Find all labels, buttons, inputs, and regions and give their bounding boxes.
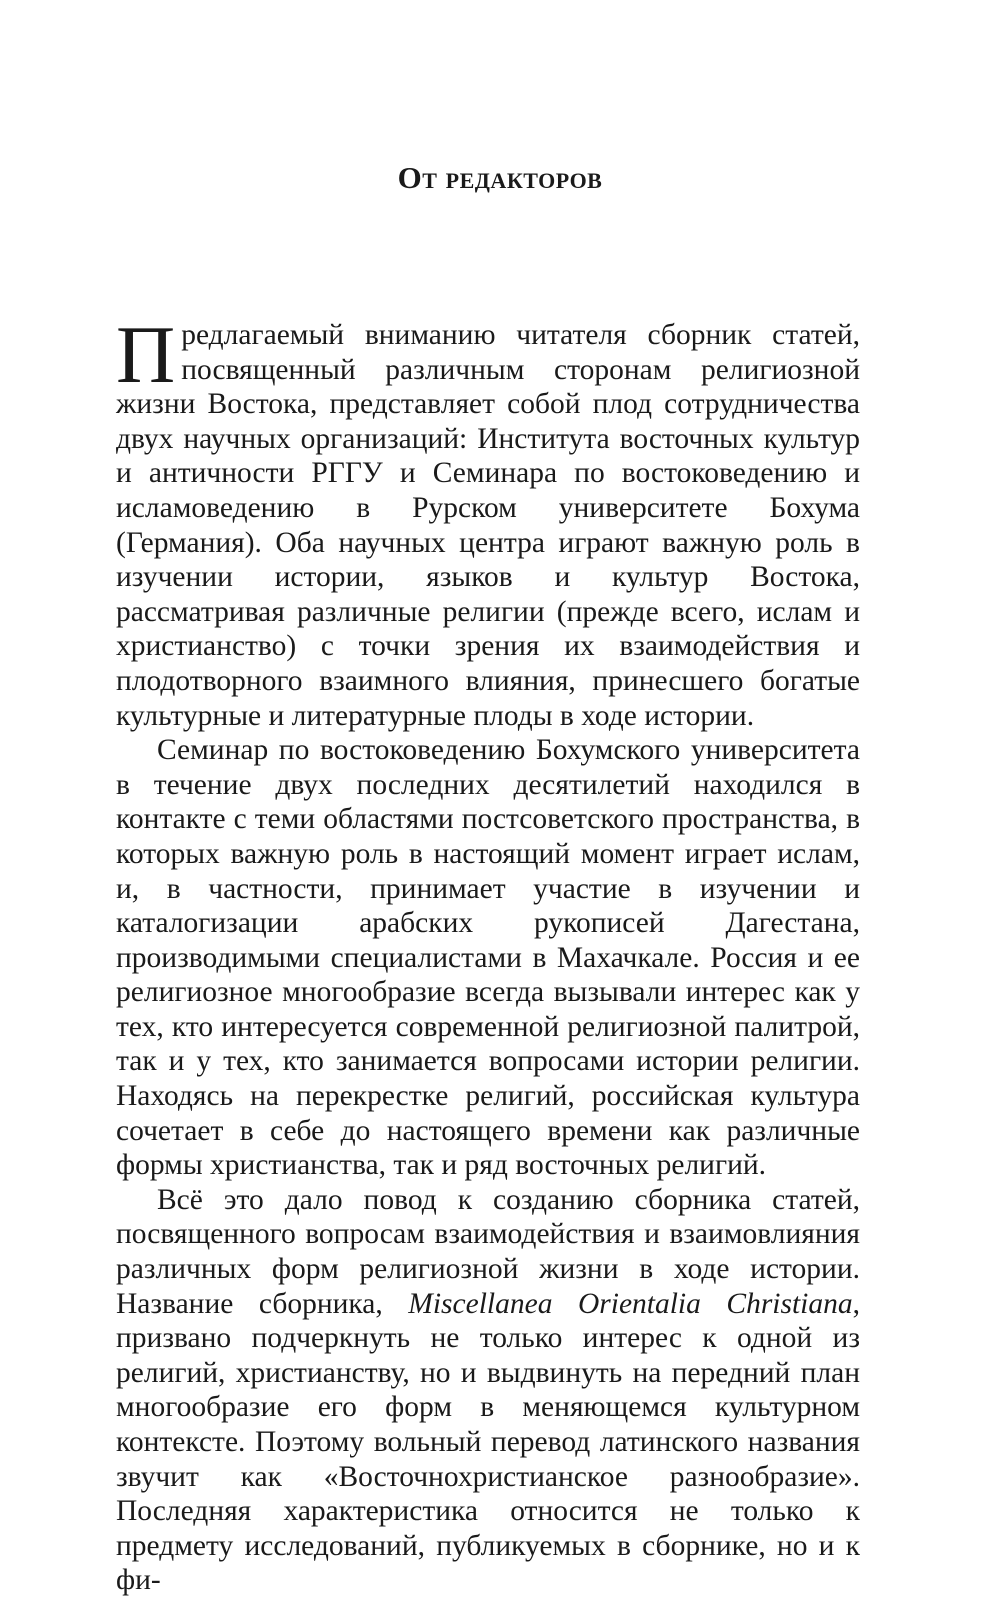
page-title: От редакторов	[397, 160, 603, 195]
book-title-italic: Miscellanea Orientalia Christiana	[408, 1287, 853, 1320]
paragraph-2-text: Семинар по востоковедению Бохумского университета в течение двух последних десятилетий находился в контакте с теми областями постсоветского пространства, в которых важную роль в настоящий момент играет ислам, и, в частности, принимает участие в изучении и каталогизации арабских рукописей Дагестана, производимыми специалистами в Махачкале. Россия и ее религиозное многообразие всегда вызывали интерес как у тех, кто интересуется современной религиозной палитрой, так и у тех, кто занимается вопросами истории религии. Находясь на перекрестке религий, российская культура сочетает в себе до настоящего времени как различные формы христианства, так и ряд восточных религий.	[116, 734, 860, 1182]
paragraph-1	[116, 309, 860, 733]
paragraph-3-text-after: , призвано подчеркнуть не только интерес к одной из религий, христианству, но и выдвинуть на передний план многообразие его форм в меняющемся культурном контексте. Поэтому вольный перевод латинского названия звучит как «Восточнохристианское разнообразие». Последняя характеристика относится не только к предмету исследований, публикуемых в сборнике, но и к фи-	[116, 1287, 860, 1597]
paragraph-2	[116, 733, 860, 1183]
body-text	[116, 309, 860, 1598]
paragraph-3-text-before: Всё это дало повод к созданию сборника статей, посвященного вопросам взаимодействия и взаимовлияния различных форм религиозной жизни в ходе истории. Название сборника,	[116, 1183, 860, 1320]
paragraph-1-text: редлагаемый вниманию читателя сборник статей, посвященный различным сторонам религиозной жизни Востока, представляет собой плод сотрудничества двух научных организаций: Института восточных культур и античности РГГУ и Семинара по востоковедению и исламоведению в Рурском университете Бохума (Германия). Оба научных центра играют важную роль в изучении истории, языков и культур Востока, рассматривая различные религии (прежде всего, ислам и христианство) с точки зрения их взаимодействия и плодотворного взаимного влияния, принесшего богатые культурные и литературные плоды в ходе истории.	[116, 319, 860, 732]
drop-cap: П	[116, 309, 176, 400]
